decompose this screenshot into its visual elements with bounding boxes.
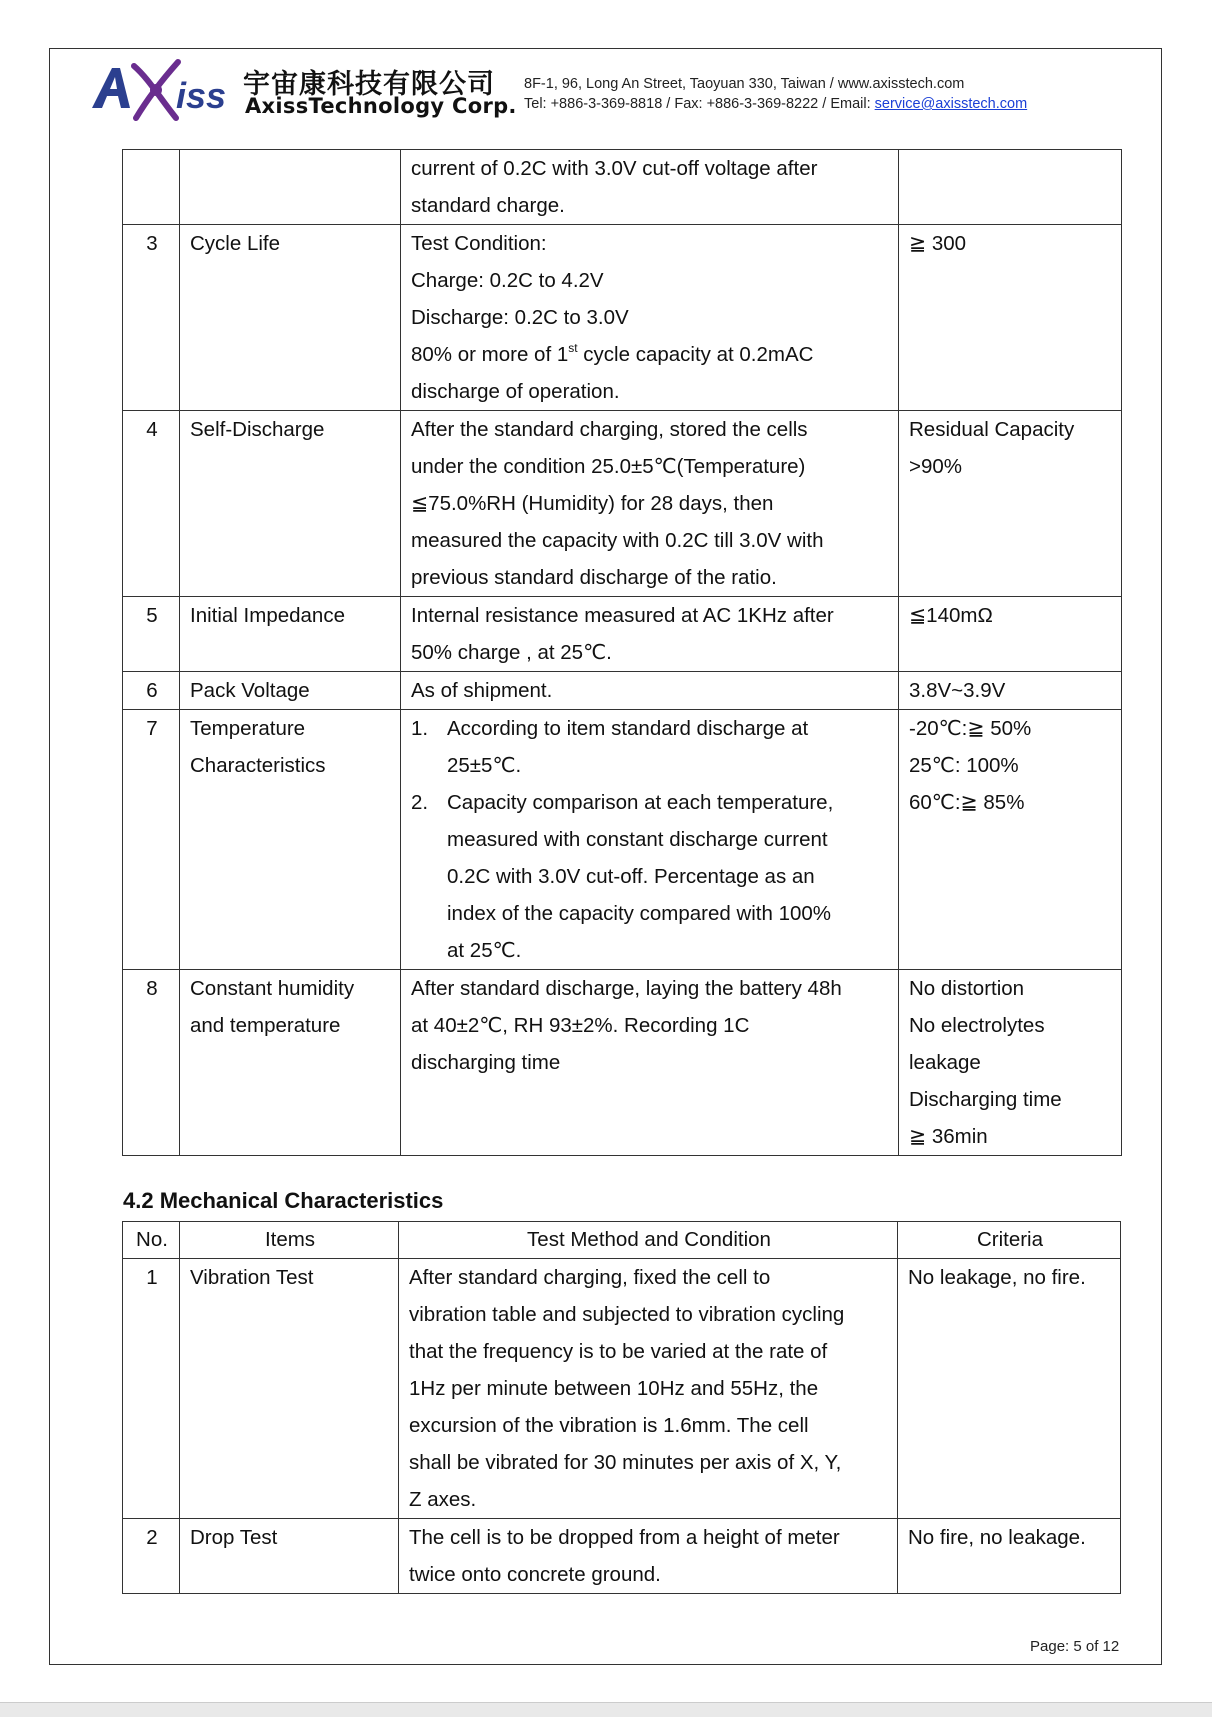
item-line: and temperature <box>190 1014 341 1037</box>
row-number <box>123 150 180 225</box>
table-row <box>123 150 1122 225</box>
row-item <box>180 597 401 672</box>
row-number: 6 <box>123 672 180 710</box>
item-line: Characteristics <box>190 754 326 777</box>
row-method <box>401 150 899 225</box>
address-line: 8F-1, 96, Long An Street, Taoyuan 330, Taiwan / www.axisstech.com <box>524 76 965 92</box>
method-line: previous standard discharge of the ratio. <box>411 566 777 589</box>
row-number: 5 <box>123 597 180 672</box>
table-header-row <box>123 1222 1121 1259</box>
row-item <box>180 1259 399 1519</box>
criteria-line: -20℃:≧ 50% <box>909 717 1032 740</box>
method-line: As of shipment. <box>411 679 553 702</box>
row-item <box>180 970 401 1156</box>
step-number: 2. <box>411 791 429 814</box>
row-method <box>401 597 899 672</box>
criteria-line: ≧ 36min <box>909 1125 988 1148</box>
method-line: vibration table and subjected to vibration cycling <box>409 1303 845 1326</box>
table-row <box>123 710 1122 970</box>
row-criteria <box>899 225 1122 411</box>
row-method <box>401 710 899 970</box>
method-line-sup <box>411 336 890 373</box>
criteria-line: 25℃: 100% <box>909 754 1019 777</box>
row-number: 1 <box>123 1259 180 1519</box>
table-row <box>123 1519 1121 1594</box>
criteria-line: No leakage, no fire. <box>908 1266 1086 1289</box>
item-line: Cycle Life <box>190 232 281 255</box>
criteria-line: No fire, no leakage. <box>908 1526 1086 1549</box>
row-criteria <box>899 672 1122 710</box>
table-row <box>123 597 1122 672</box>
method-line: excursion of the vibration is 1.6mm. The cell <box>409 1414 809 1437</box>
item-line: Initial Impedance <box>190 604 345 627</box>
criteria-line: ≦140mΩ <box>909 604 993 627</box>
method-line: measured the capacity with 0.2C till 3.0V with <box>411 529 824 552</box>
method-line: that the frequency is to be varied at the rate of <box>409 1340 828 1363</box>
criteria-line: 60℃:≧ 85% <box>909 791 1025 814</box>
item-line: Pack Voltage <box>190 679 310 702</box>
step-line: 0.2C with 3.0V cut-off. Percentage as an <box>447 865 815 888</box>
item-line: Vibration Test <box>190 1266 314 1289</box>
method-line: After standard discharge, laying the battery 48h <box>411 977 842 1000</box>
row-criteria <box>899 150 1122 225</box>
method-line: After the standard charging, stored the cells <box>411 418 808 441</box>
method-line: discharge of operation. <box>411 380 620 403</box>
step-line: measured with constant discharge current <box>447 828 828 851</box>
header-no: No. <box>123 1222 180 1259</box>
method-line: standard charge. <box>411 194 565 217</box>
header-criteria: Criteria <box>898 1222 1121 1259</box>
method-line: twice onto concrete ground. <box>409 1563 661 1586</box>
method-line: Z axes. <box>409 1488 477 1511</box>
row-method <box>401 672 899 710</box>
table-row <box>123 672 1122 710</box>
row-item <box>180 225 401 411</box>
mechanical-characteristics-table <box>122 1221 1121 1594</box>
table-row <box>123 1259 1121 1519</box>
row-number: 4 <box>123 411 180 597</box>
row-method <box>399 1519 898 1594</box>
row-criteria <box>899 597 1122 672</box>
criteria-line: leakage <box>909 1051 981 1074</box>
steps-list <box>411 710 890 969</box>
item-line: Self-Discharge <box>190 418 325 441</box>
row-item <box>180 710 401 970</box>
method-line: The cell is to be dropped from a height of meter <box>409 1526 840 1549</box>
contact-block <box>524 74 1027 114</box>
step-number: 1. <box>411 717 429 740</box>
step-item <box>411 784 890 969</box>
criteria-line: No electrolytes <box>909 1014 1045 1037</box>
criteria-line: No distortion <box>909 977 1025 1000</box>
item-line: Temperature <box>190 717 306 740</box>
method-line: Discharge: 0.2C to 3.0V <box>411 306 629 329</box>
method-line: current of 0.2C with 3.0V cut-off voltage after <box>411 157 818 180</box>
method-line: Test Condition: <box>411 232 547 255</box>
method-line: ≦75.0%RH (Humidity) for 28 days, then <box>411 492 774 515</box>
sup-post: cycle capacity at 0.2mAC <box>577 343 814 366</box>
method-line: discharging time <box>411 1051 561 1074</box>
item-line: Drop Test <box>190 1526 278 1549</box>
row-criteria <box>898 1519 1121 1594</box>
sup-pre: 80% or more of 1 <box>411 343 569 366</box>
method-line: shall be vibrated for 30 minutes per axis of X, Y, <box>409 1451 842 1474</box>
step-line: at 25℃. <box>447 939 522 962</box>
criteria-line: Residual Capacity <box>909 418 1075 441</box>
row-method <box>401 225 899 411</box>
row-item <box>180 411 401 597</box>
criteria-line: Discharging time <box>909 1088 1062 1111</box>
letterhead <box>90 58 1090 124</box>
method-line: under the condition 25.0±5℃(Temperature) <box>411 455 806 478</box>
step-line: index of the capacity compared with 100% <box>447 902 832 925</box>
row-number: 3 <box>123 225 180 411</box>
criteria-line: >90% <box>909 455 963 478</box>
table-row <box>123 970 1122 1156</box>
method-line: Charge: 0.2C to 4.2V <box>411 269 604 292</box>
company-name-cn: 宇宙康科技有限公司 <box>243 69 495 100</box>
method-line: 1Hz per minute between 10Hz and 55Hz, the <box>409 1377 819 1400</box>
step-line: Capacity comparison at each temperature, <box>447 791 834 814</box>
page-number: Page: 5 of 12 <box>1030 1638 1120 1655</box>
superscript: st <box>568 341 578 355</box>
row-method <box>401 970 899 1156</box>
electrical-characteristics-table <box>122 149 1122 1156</box>
section-title: 4.2 Mechanical Characteristics <box>123 1188 444 1213</box>
method-line: Internal resistance measured at AC 1KHz after <box>411 604 834 627</box>
method-line: at 40±2℃, RH 93±2%. Recording 1C <box>411 1014 750 1037</box>
row-number: 8 <box>123 970 180 1156</box>
row-criteria <box>899 710 1122 970</box>
item-line: Constant humidity <box>190 977 355 1000</box>
table-row <box>123 411 1122 597</box>
row-criteria <box>899 411 1122 597</box>
header-items: Items <box>180 1222 399 1259</box>
row-criteria <box>898 1259 1121 1519</box>
table-row <box>123 225 1122 411</box>
row-criteria <box>899 970 1122 1156</box>
criteria-line: ≧ 300 <box>909 232 967 255</box>
axiss-logo <box>90 58 230 122</box>
row-method <box>401 411 899 597</box>
row-method <box>399 1259 898 1519</box>
row-number: 7 <box>123 710 180 970</box>
contact-line <box>524 94 1027 114</box>
row-item <box>180 150 401 225</box>
svg-text:iss: iss <box>176 75 227 116</box>
criteria-line: 3.8V~3.9V <box>909 679 1006 702</box>
email-link[interactable]: service@axisstech.com <box>874 96 1028 112</box>
row-number: 2 <box>123 1519 180 1594</box>
row-item <box>180 672 401 710</box>
row-item <box>180 1519 399 1594</box>
viewer-bottom-strip <box>0 1702 1212 1717</box>
company-name-en: AxissTechnology Corp. <box>245 94 517 118</box>
step-line: According to item standard discharge at <box>447 717 809 740</box>
step-item <box>411 710 890 784</box>
contact-phone-fax: Tel: +886-3-369-8818 / Fax: +886-3-369-8222 / Email: <box>524 96 875 112</box>
step-line: 25±5℃. <box>447 754 522 777</box>
header-method: Test Method and Condition <box>399 1222 898 1259</box>
method-line: 50% charge , at 25℃. <box>411 641 612 664</box>
method-line: After standard charging, fixed the cell to <box>409 1266 771 1289</box>
